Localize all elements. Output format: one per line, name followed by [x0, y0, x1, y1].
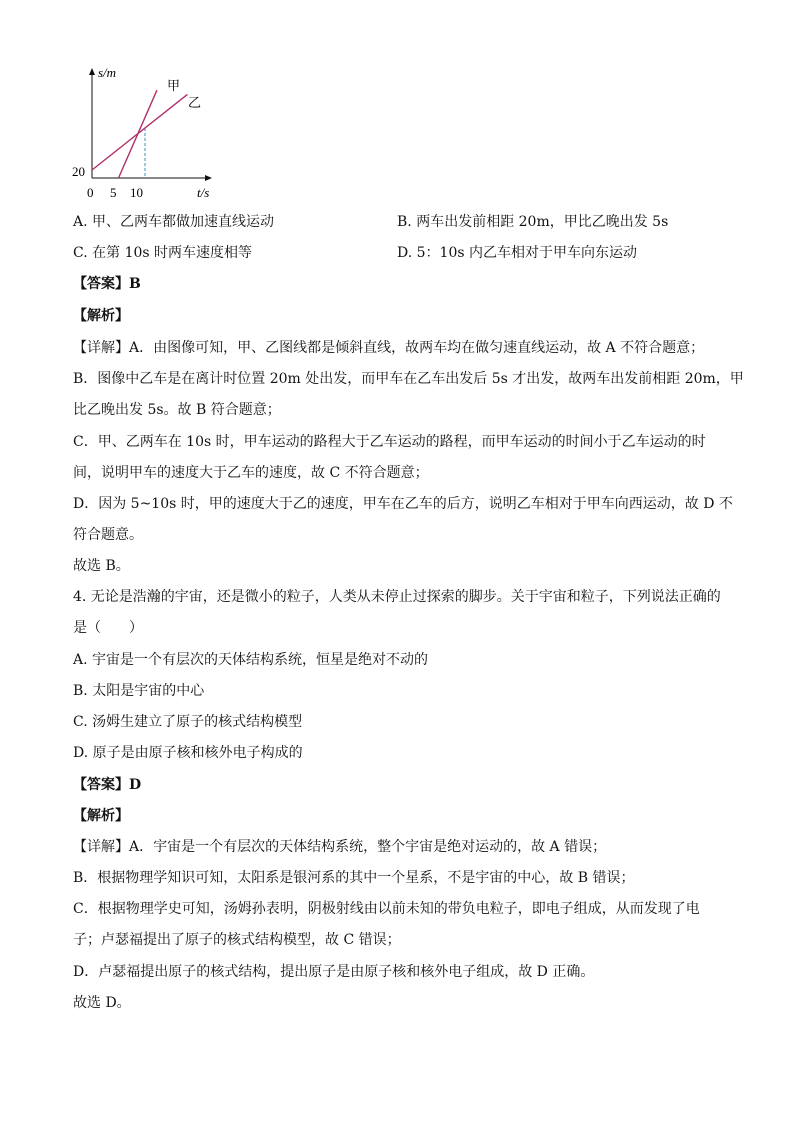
x-tick-5: 5 [110, 185, 117, 200]
q4-option-b: B. 太阳是宇宙的中心 [73, 683, 205, 699]
q3-detail-line: D．因为 5~10s 时，甲的速度大于乙的速度，甲车在乙车的后方，说明乙车相对于甲车向西运动，故 D 不 [73, 496, 733, 512]
x-tick-0: 0 [87, 185, 94, 200]
s-t-graph [70, 60, 230, 200]
q3-option-a: A. 甲、乙两车都做加速直线运动 [73, 214, 275, 230]
q3-answer: 【答案】B [73, 276, 141, 292]
series-label-yi: 乙 [188, 95, 202, 110]
q4-stem: 4. 无论是浩瀚的宇宙，还是微小的粒子，人类从未停止过探索的脚步。关于宇宙和粒子，下列说法正确的 [73, 589, 721, 605]
q4-detail-line: 【详解】A．宇宙是一个有层次的天体结构系统，整个宇宙是绝对运动的，故 A 错误； [73, 839, 607, 855]
q3-analysis-label: 【解析】 [73, 308, 129, 324]
q3-option-c: C. 在第 10s 时两车速度相等 [73, 245, 253, 261]
q4-analysis-label: 【解析】 [73, 808, 129, 824]
q3-detail-line: 间，说明甲车的速度大于乙车的速度，故 C 不符合题意； [73, 465, 429, 481]
q3-detail-line: 【详解】A．由图像可知，甲、乙图线都是倾斜直线，故两车均在做匀速直线运动，故 A 不符合题意； [73, 340, 705, 356]
q4-answer: 【答案】D [73, 777, 142, 793]
q3-detail-line: B．图像中乙车是在离计时位置 20m 处出发，而甲车在乙车出发后 5s 才出发，故两车出发前相距 20m，甲 [73, 371, 744, 387]
q4-stem: 是（ ） [73, 620, 143, 636]
y-axis-arrow [89, 68, 95, 75]
q4-option-c: C. 汤姆生建立了原子的核式结构模型 [73, 714, 303, 730]
series-line-yi [92, 94, 187, 170]
q4-detail-line: C．根据物理学史可知，汤姆孙表明，阴极射线由以前未知的带负电粒子，即电子组成，从而发现了电 [73, 901, 700, 917]
q3-option-b: B. 两车出发前相距 20m，甲比乙晚出发 5s [397, 214, 669, 230]
q3-conclusion: 故选 B。 [73, 558, 130, 574]
x-tick-10: 10 [130, 185, 143, 200]
q4-option-d: D. 原子是由原子核和核外电子构成的 [73, 745, 303, 761]
q4-option-a: A. 宇宙是一个有层次的天体结构系统，恒星是绝对不动的 [73, 652, 429, 668]
q4-detail-line: B．根据物理学知识可知，太阳系是银河系的其中一个星系，不是宇宙的中心，故 B 错误； [73, 870, 635, 886]
y-tick-20: 20 [72, 164, 85, 179]
q3-option-d: D. 5：10s 内乙车相对于甲车向东运动 [397, 245, 637, 261]
q4-conclusion: 故选 D。 [73, 995, 131, 1011]
q3-detail-line: C．甲、乙两车在 10s 时，甲车运动的路程大于乙车运动的路程，而甲车运动的时间小于乙车运动的时 [73, 434, 706, 450]
q4-detail-line: 子；卢瑟福提出了原子的核式结构模型，故 C 错误； [73, 932, 401, 948]
y-axis-label: s/m [98, 65, 117, 80]
x-axis-arrow [205, 175, 212, 181]
q3-detail-line: 比乙晚出发 5s。故 B 符合题意； [73, 402, 281, 418]
x-axis-label: t/s [197, 185, 210, 200]
q3-detail-line: 符合题意。 [73, 527, 143, 543]
q4-detail-line: D．卢瑟福提出原子的核式结构，提出原子是由原子核和核外电子组成，故 D 正确。 [73, 964, 595, 980]
series-label-jia: 甲 [167, 78, 181, 93]
